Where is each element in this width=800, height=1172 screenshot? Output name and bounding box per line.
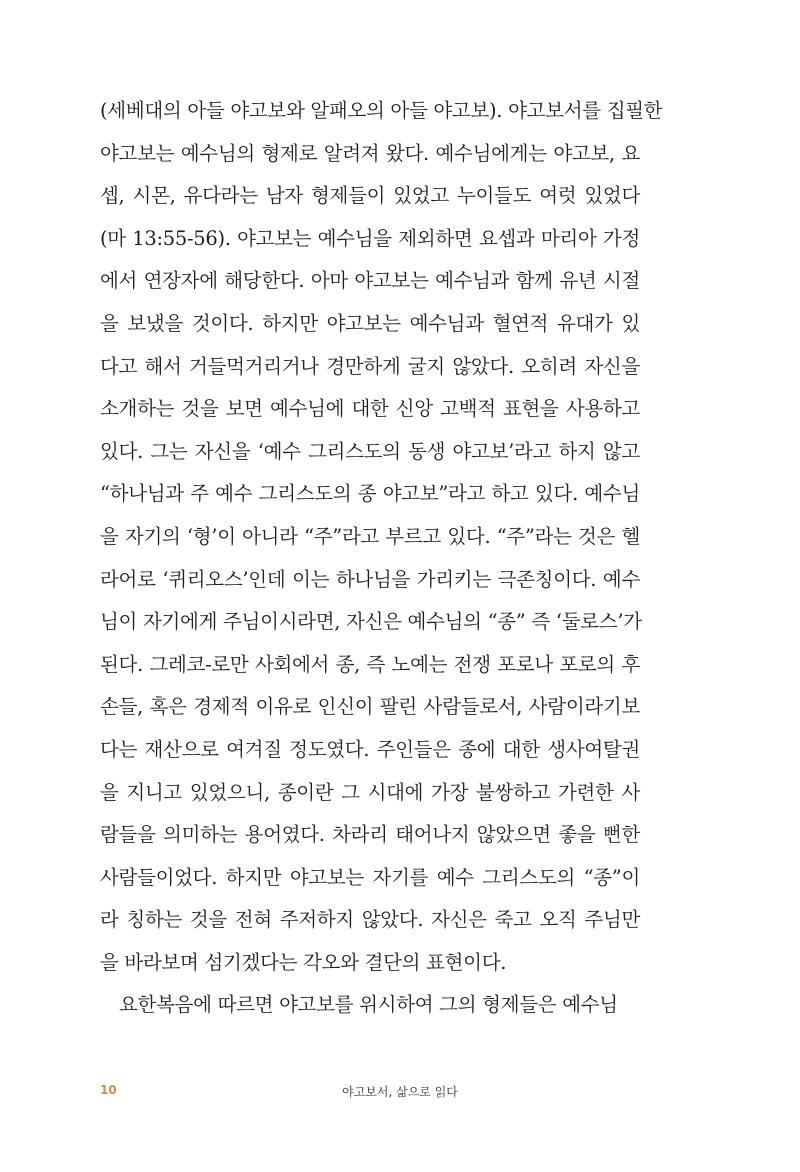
text-line: 다는 재산으로 여겨질 정도였다. 주인들은 종에 대한 생사여탈권: [100, 737, 640, 761]
text-line: 손들, 혹은 경제적 이유로 인신이 팔린 사람들로서, 사람이라기보: [100, 695, 640, 719]
text-line: 을 보냈을 것이다. 하지만 야고보는 예수님과 혈연적 유대가 있: [100, 311, 640, 335]
text-line: 님이 자기에게 주님이시라면, 자신은 예수님의 “종” 즉 ‘둘로스’가: [100, 610, 642, 634]
text-line: 셉, 시몬, 유다라는 남자 형제들이 있었고 누이들도 여럿 있었다: [100, 184, 640, 208]
running-title: 야고보서, 삶으로 읽다: [342, 1085, 458, 1099]
text-line: 에서 연장자에 해당한다. 아마 야고보는 예수님과 함께 유년 시절: [100, 269, 640, 293]
text-line: 있다. 그는 자신을 ‘예수 그리스도의 동생 야고보’라고 하지 않고: [100, 439, 640, 463]
text-line: 을 지니고 있었으니, 종이란 그 시대에 가장 불쌍하고 가련한 사: [100, 780, 640, 804]
text-line: 야고보는 예수님의 형제로 알려져 왔다. 예수님에게는 야고보, 요: [100, 141, 640, 165]
text-line: 된다. 그레코-로만 사회에서 종, 즉 노예는 전쟁 포로나 포로의 후: [100, 652, 640, 676]
text-line: 다고 해서 거들먹거리거나 경만하게 굴지 않았다. 오히려 자신을: [100, 354, 640, 378]
page-footer: [0, 1083, 800, 1103]
body-text: [100, 90, 663, 1027]
text-line: 사람들이었다. 하지만 야고보는 자기를 예수 그리스도의 “종”이: [100, 865, 640, 889]
text-line-paragraph-end: 을 바라보며 섬기겠다는 각오와 결단의 표현이다.: [100, 950, 507, 974]
text-line: 소개하는 것을 보면 예수님에 대한 신앙 고백적 표현을 사용하고: [100, 397, 640, 421]
text-line: 라 칭하는 것을 전혀 주저하지 않았다. 자신은 죽고 오직 주님만: [100, 908, 640, 932]
text-line: 라어로 ‘퀴리오스’인데 이는 하나님을 가리키는 극존칭이다. 예수: [100, 567, 640, 591]
text-line: 람들을 의미하는 용어였다. 차라리 태어나지 않았으면 좋을 뻔한: [100, 823, 640, 847]
text-line-paragraph-start: 요한복음에 따르면 야고보를 위시하여 그의 형제들은 예수님: [119, 993, 618, 1017]
page-number: 10: [100, 1083, 117, 1097]
text-line: (세베대의 아들 야고보와 알패오의 아들 야고보). 야고보서를 집필한: [100, 99, 663, 122]
text-line: “하나님과 주 예수 그리스도의 종 야고보”라고 하고 있다. 예수님: [100, 482, 640, 506]
text-line: 을 자기의 ‘형’이 아니라 “주”라고 부르고 있다. “주”라는 것은 헬: [100, 524, 640, 548]
text-line: (마 13:55-56). 야고보는 예수님을 제외하면 요셉과 마리아 가정: [100, 226, 640, 250]
